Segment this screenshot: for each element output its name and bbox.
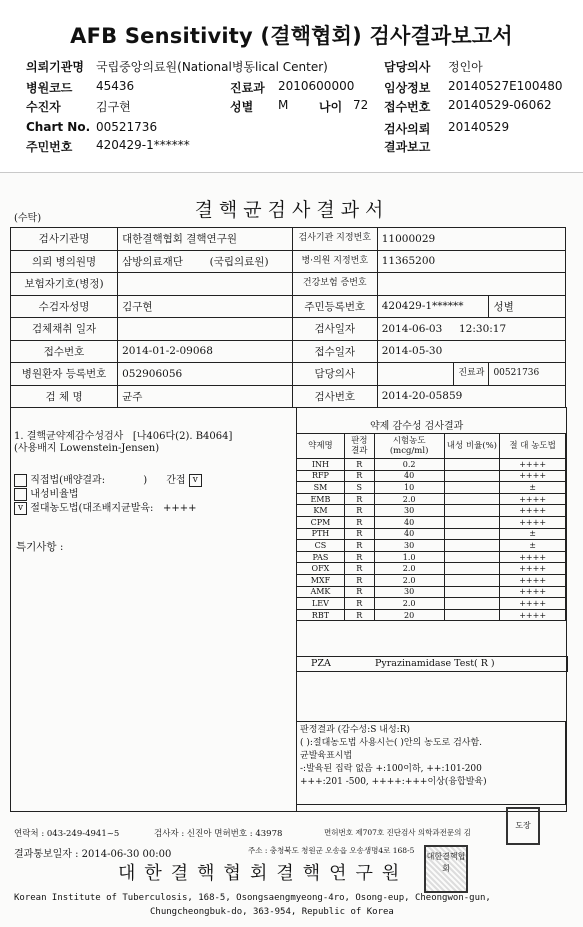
cell-value — [118, 250, 293, 273]
label-doctor: 담당의사 — [384, 60, 431, 74]
label-sex: 성별 — [230, 100, 254, 114]
cell-value — [377, 273, 565, 296]
drug-name: RBT — [297, 609, 345, 621]
dst-header: 내성 비율(%) — [444, 434, 500, 459]
result: R — [344, 505, 374, 517]
cell-value: 2014-20-05859 — [377, 385, 565, 408]
label-clinical-info: 임상정보 — [384, 81, 431, 95]
interp-line: 판정결과 (감수성:S 내성:R) — [300, 725, 410, 735]
dst-header: 약제명 — [297, 434, 345, 459]
dst-header: 절 대 농도법 — [500, 434, 566, 459]
value-requesting-org: 국립중앙의료원(National병동lical Center) — [96, 60, 328, 74]
control-growth: ++++ — [162, 503, 197, 514]
dst-row — [297, 459, 566, 471]
resistance-ratio — [444, 598, 500, 610]
absolute-growth: ++++ — [500, 574, 566, 586]
dst-row — [297, 516, 566, 528]
special-notes: 특기사항 : — [16, 541, 64, 553]
cell-value: 11000029 — [377, 228, 565, 251]
result: R — [344, 598, 374, 610]
dst-row — [297, 470, 566, 482]
resistance-ratio — [444, 459, 500, 471]
absolute-growth: ++++ — [500, 470, 566, 482]
drug-name: CPM — [297, 516, 345, 528]
absolute-growth: ++++ — [500, 563, 566, 575]
table-row — [11, 295, 566, 318]
resistance-ratio — [444, 540, 500, 552]
cell-label: 담당의사 — [292, 363, 377, 386]
result: R — [344, 528, 374, 540]
concentration: 1.0 — [374, 551, 444, 563]
cell-label: 의뢰 병의원명 — [11, 250, 118, 273]
value-resident-no: 420429-1****** — [96, 138, 190, 152]
concentration: 40 — [374, 516, 444, 528]
drug-name: RFP — [297, 470, 345, 482]
resistance-ratio — [444, 551, 500, 563]
result: R — [344, 609, 374, 621]
result: R — [344, 516, 374, 528]
test-code: [나406다(2). B4064] — [132, 431, 233, 442]
direct-label: 직접법(배양결과: — [30, 475, 106, 486]
cell-value — [377, 318, 565, 341]
form-title: 결핵균검사결과서 — [194, 199, 390, 221]
indirect-checkbox[interactable]: v — [189, 474, 202, 487]
value-sex: M — [278, 98, 289, 112]
drug-name: LEV — [297, 598, 345, 610]
drug-name: INH — [297, 459, 345, 471]
drug-name: EMB — [297, 493, 345, 505]
cell-label: 수검자성명 — [11, 295, 118, 318]
value-department: 2010600000 — [278, 79, 355, 93]
dst-row — [297, 563, 566, 575]
result: R — [344, 540, 374, 552]
result: R — [344, 563, 374, 575]
cell-label: 건강보험 증번호 — [292, 273, 377, 296]
dst-row — [297, 505, 566, 517]
table-row — [11, 363, 566, 386]
value-clinical-info: 20140527E100480 — [448, 79, 563, 93]
cell-value: 대한결핵협회 결핵연구원 — [118, 228, 293, 251]
cell-label: 검사일자 — [292, 318, 377, 341]
concentration: 2.0 — [374, 493, 444, 505]
drug-name: CS — [297, 540, 345, 552]
dst-row — [297, 598, 566, 610]
value-hospital: 삼방의료재단 — [122, 255, 183, 268]
org-name-korean: 대한결핵협회결핵연구원 — [118, 863, 409, 884]
dst-body — [297, 459, 566, 621]
dst-row — [297, 551, 566, 563]
concentration: 30 — [374, 540, 444, 552]
dst-table — [296, 433, 566, 621]
cell-label: 검사기관 지정번호 — [292, 228, 377, 251]
proportion-label: 내성비율법 — [30, 489, 79, 500]
cell-label: 검 체 명 — [11, 385, 118, 408]
dst-row — [297, 574, 566, 586]
dst-row — [297, 528, 566, 540]
cell-label: 접수번호 — [11, 340, 118, 363]
resistance-ratio — [444, 482, 500, 494]
dst-row — [297, 482, 566, 494]
drug-name: PAS — [297, 551, 345, 563]
cell-value: 052906056 — [118, 363, 293, 386]
dst-row — [297, 493, 566, 505]
dst-caption: 약제 감수성 검사결과 — [370, 421, 464, 432]
direct-label-end: ) — [143, 475, 148, 486]
dst-header: 판정 결과 — [344, 434, 374, 459]
result: R — [344, 493, 374, 505]
table-row — [11, 340, 566, 363]
cell-label: 병·의원 지정번호 — [292, 250, 377, 273]
value-exam-date: 2014-06-03 — [381, 322, 443, 335]
label-requesting-org: 의뢰기관명 — [26, 60, 84, 74]
concentration: 2.0 — [374, 574, 444, 586]
cell-value: 균주 — [118, 385, 293, 408]
address: 주소 : 충청북도 청원군 오송읍 오송생명4로 168-5 — [248, 846, 415, 855]
info-table — [10, 227, 566, 408]
concentration: 2.0 — [374, 598, 444, 610]
drug-name: OFX — [297, 563, 345, 575]
scanned-report — [0, 172, 583, 927]
table-row — [11, 228, 566, 251]
absolute-growth: ++++ — [500, 609, 566, 621]
result: R — [344, 586, 374, 598]
drug-name: PTH — [297, 528, 345, 540]
result: R — [344, 551, 374, 563]
result: R — [344, 459, 374, 471]
examiner: 검사자 : 신진아 면허번호 : 43978 — [154, 829, 283, 839]
option-absolute — [14, 499, 196, 515]
absolute-growth: ± — [500, 482, 566, 494]
cell-value — [118, 273, 293, 296]
absolute-growth: ++++ — [500, 505, 566, 517]
report-title: AFB Sensitivity (결핵협회) 검사결과보고서 — [70, 24, 513, 48]
dst-row — [297, 540, 566, 552]
notify-date: 결과통보일자 : 2014-06-30 00:00 — [14, 849, 172, 860]
indirect-label: 간접 — [166, 475, 186, 486]
resistance-ratio — [444, 574, 500, 586]
result: R — [344, 470, 374, 482]
cell-value — [118, 318, 293, 341]
institution-seal-icon — [424, 845, 468, 893]
concentration: 2.0 — [374, 563, 444, 575]
concentration: 40 — [374, 528, 444, 540]
absolute-growth: ++++ — [500, 459, 566, 471]
cell-label: 진료과 — [454, 363, 489, 386]
interp-line: +++:201 -500, ++++:+++이상(융합발육) — [300, 777, 487, 787]
resistance-ratio — [444, 528, 500, 540]
resistance-ratio — [444, 470, 500, 482]
value-doctor: 정인아 — [448, 60, 483, 74]
absolute-growth: ++++ — [500, 516, 566, 528]
interp-line: 균발육표시법 — [300, 751, 353, 761]
pza-row — [296, 656, 568, 672]
copy-mark: (수탁) — [14, 213, 42, 224]
result: R — [344, 574, 374, 586]
absolute-growth: ++++ — [500, 493, 566, 505]
dst-row — [297, 609, 566, 621]
label-hospital-code: 병원코드 — [26, 81, 73, 95]
media-note: (사용배지 Lowenstein-Jensen) — [14, 443, 160, 454]
concentration: 40 — [374, 470, 444, 482]
pza-value: Pyrazinamidase Test( R ) — [375, 658, 495, 669]
cell-label: 검사기관명 — [11, 228, 118, 251]
org-address-en-1: Korean Institute of Tuberculosis, 168-5, Osongsaengmyeong-4ro, Osong-eup, Cheongwon-gun, — [14, 893, 491, 903]
doctor-seal-icon — [506, 807, 540, 845]
label-request-date: 검사의뢰 — [384, 122, 431, 136]
contact-phone: 연락처 : 043-249-4941~5 — [14, 829, 120, 839]
cell-value: 00521736 — [489, 363, 566, 386]
cell-value: 11365200 — [377, 250, 565, 273]
table-row — [11, 273, 566, 296]
cell-value: 2014-01-2-09068 — [118, 340, 293, 363]
dst-header: 시험농도 (mcg/ml) — [374, 434, 444, 459]
drug-name: AMK — [297, 586, 345, 598]
license-note: 면허번호 제707호 진단검사 의학과전문의 김 — [324, 828, 472, 837]
absolute-checkbox[interactable]: v — [14, 502, 27, 515]
table-row — [11, 385, 566, 408]
test-name: 1. 결핵균약제감수성검사 — [14, 431, 124, 442]
cell-label: 성별 — [489, 295, 566, 318]
concentration: 30 — [374, 505, 444, 517]
cell-label: 주민등록번호 — [292, 295, 377, 318]
label-department: 진료과 — [230, 81, 265, 95]
doctor-seal-text: 도장 — [515, 821, 531, 830]
value-age: 72 — [353, 98, 369, 112]
table-row — [11, 250, 566, 273]
resistance-ratio — [444, 516, 500, 528]
concentration: 20 — [374, 609, 444, 621]
cell-label: 접수일자 — [292, 340, 377, 363]
label-result-report: 결과보고 — [384, 140, 431, 154]
concentration: 0.2 — [374, 459, 444, 471]
resistance-ratio — [444, 505, 500, 517]
drug-name: SM — [297, 482, 345, 494]
label-resident-no: 주민번호 — [26, 140, 73, 154]
absolute-growth: ± — [500, 528, 566, 540]
report-form — [8, 173, 576, 927]
resistance-ratio — [444, 609, 500, 621]
pza-label: PZA — [311, 658, 331, 669]
label-age: 나이 — [319, 100, 343, 114]
table-row — [11, 318, 566, 341]
result: S — [344, 482, 374, 494]
cell-value — [377, 363, 454, 386]
absolute-growth: ++++ — [500, 551, 566, 563]
institution-seal-text: 대한결핵협회 — [426, 852, 466, 873]
drug-name: KM — [297, 505, 345, 517]
absolute-label: 절대농도법(대조배지균발육: — [30, 503, 154, 514]
cell-value: 420429-1****** — [377, 295, 489, 318]
label-receipt-no: 접수번호 — [384, 100, 431, 114]
cell-label: 병원환자 등록번호 — [11, 363, 118, 386]
org-address-en-2: Chungcheongbuk-do, 363-954, Republic of Korea — [150, 907, 394, 917]
resistance-ratio — [444, 493, 500, 505]
cell-label: 검사번호 — [292, 385, 377, 408]
cell-label: 보험자기호(병정) — [11, 273, 118, 296]
resistance-ratio — [444, 563, 500, 575]
concentration: 30 — [374, 586, 444, 598]
label-patient: 수진자 — [26, 100, 61, 114]
cell-label: 검체채취 일자 — [11, 318, 118, 341]
resistance-ratio — [444, 586, 500, 598]
dst-header-row — [297, 434, 566, 459]
interp-line: ( ):절대농도법 사용시는( )안의 농도로 검사함. — [300, 738, 483, 748]
drug-name: MXF — [297, 574, 345, 586]
absolute-growth: ± — [500, 540, 566, 552]
cell-value: 김구현 — [118, 295, 293, 318]
value-chart-no: 00521736 — [96, 120, 158, 134]
cell-value: 2014-05-30 — [377, 340, 565, 363]
value-patient: 김구현 — [96, 100, 131, 114]
value-request-date: 20140529 — [448, 120, 510, 134]
interp-line: -:발육된 집락 없음 +:100이하, ++:101-200 — [300, 764, 482, 774]
value-hospital-code: 45436 — [96, 79, 135, 93]
concentration: 10 — [374, 482, 444, 494]
dst-row — [297, 586, 566, 598]
absolute-growth: ++++ — [500, 586, 566, 598]
label-chart-no: Chart No. — [26, 120, 91, 134]
interpretation-box — [296, 721, 566, 805]
absolute-growth: ++++ — [500, 598, 566, 610]
value-receipt-no: 20140529-06062 — [448, 98, 552, 112]
value-exam-time: 12:30:17 — [459, 322, 507, 335]
value-hospital-alt: (국립의료원) — [209, 255, 269, 268]
